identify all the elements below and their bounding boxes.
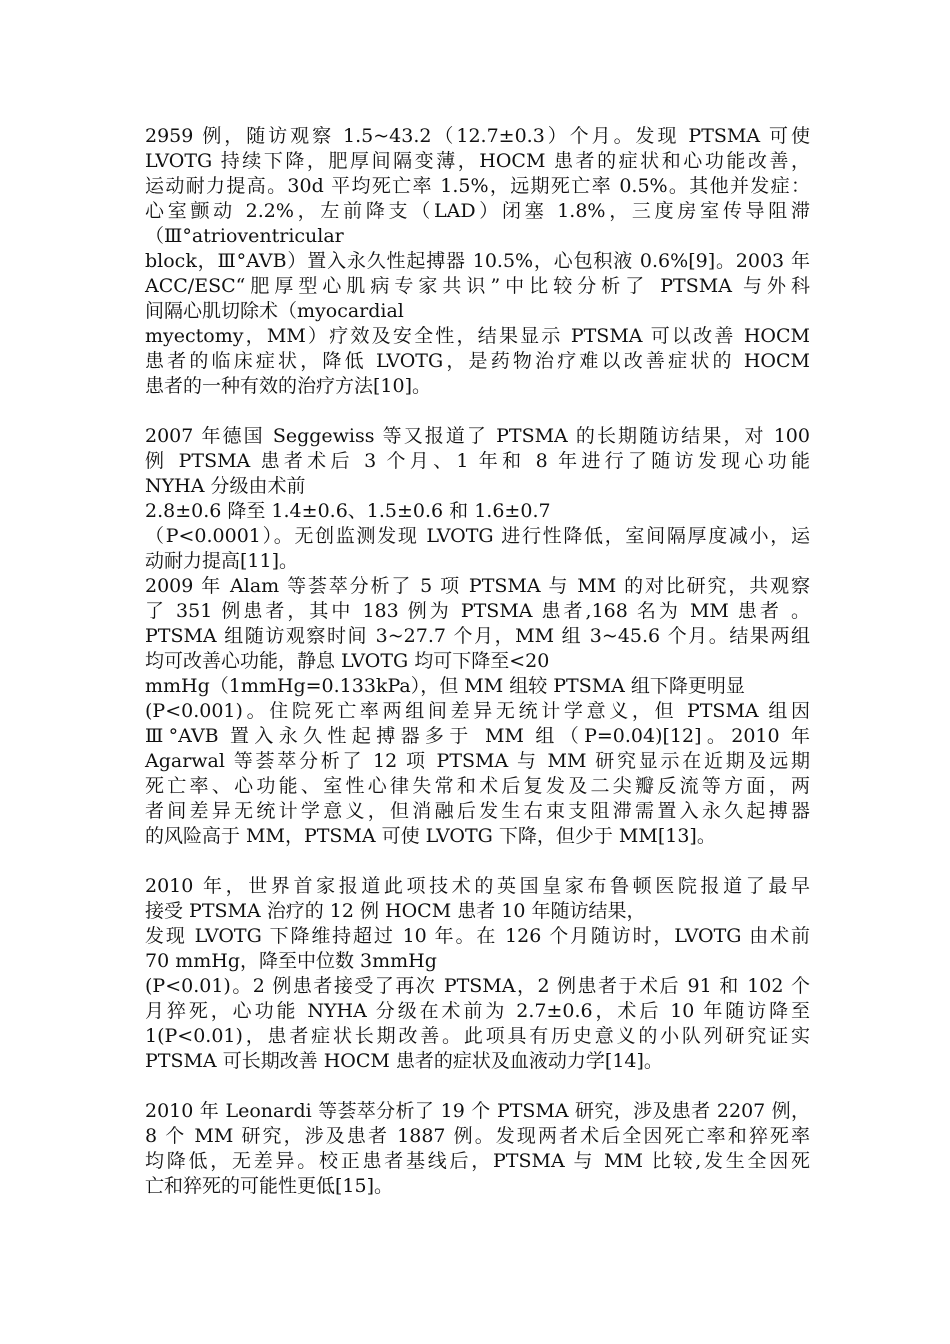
text-line: 2010 年 Leonardi 等荟萃分析了 19 个 PTSMA 研究，涉及患者 2207 例， — [145, 1100, 810, 1122]
text-line: （P<0.0001）。无创监测发现 LVOTG 进行性降低，室间隔厚度减小，运 — [145, 525, 810, 547]
text-line: 发现 LVOTG 下降维持超过 10 年。在 126 个月随访时，LVOTG 由术前 — [145, 925, 810, 947]
text-line: 者间差异无统计学意义，但消融后发生右束支阻滞需置入永久起搏器 — [145, 800, 810, 822]
text-line: block，Ⅲ°AVB）置入永久性起搏器 10.5%，心包积液 0.6%[9]。2003 年 — [145, 250, 810, 272]
text-line: myectomy，MM）疗效及安全性，结果显示 PTSMA 可以改善 HOCM — [145, 325, 810, 347]
text-line: 动耐力提高[11]。 — [145, 550, 299, 572]
text-line: 均降低，无差异。校正患者基线后，PTSMA 与 MM 比较,发生全因死 — [145, 1150, 810, 1172]
text-line: 70 mmHg，降至中位数 3mmHg — [145, 950, 437, 972]
text-line: 心室颤动 2.2%，左前降支（LAD）闭塞 1.8%，三度房室传导阻滞 — [145, 200, 810, 222]
text-line: 2007 年德国 Seggewiss 等又报道了 PTSMA 的长期随访结果，对 100 — [145, 425, 810, 447]
text-line: 死亡率、心功能、室性心律失常和术后复发及二尖瓣反流等方面，两 — [145, 775, 810, 797]
text-line: 1(P<0.01)，患者症状长期改善。此项具有历史意义的小队列研究证实 — [145, 1025, 810, 1047]
text-line: 2009 年 Alam 等荟萃分析了 5 项 PTSMA 与 MM 的对比研究，共观察 — [145, 575, 810, 597]
text-line: （Ⅲ°atrioventricular — [145, 225, 344, 247]
text-line: (P<0.001)。住院死亡率两组间差异无统计学意义，但 PTSMA 组因 — [145, 700, 810, 722]
text-line: LVOTG 持续下降，肥厚间隔变薄，HOCM 患者的症状和心功能改善， — [145, 150, 810, 172]
text-line: 2.8±0.6 降至 1.4±0.6、1.5±0.6 和 1.6±0.7 — [145, 500, 551, 522]
text-line: mmHg（1mmHg=0.133kPa），但 MM 组较 PTSMA 组下降更明显 — [145, 675, 745, 697]
text-line: PTSMA 可长期改善 HOCM 患者的症状及血液动力学[14]。 — [145, 1050, 663, 1072]
text-line: 的风险高于 MM，PTSMA 可使 LVOTG 下降，但少于 MM[13]。 — [145, 825, 716, 847]
text-line: 运动耐力提高。30d 平均死亡率 1.5%，远期死亡率 0.5%。其他并发症： — [145, 175, 810, 197]
text-line: 2959 例，随访观察 1.5~43.2（12.7±0.3）个月。发现 PTSMA 可使 — [145, 125, 810, 147]
text-line: Ⅲ°AVB 置入永久性起搏器多于 MM 组（P=0.04)[12]。2010 年 — [145, 725, 810, 747]
text-line: NYHA 分级由术前 — [145, 475, 306, 497]
text-line: 间隔心肌切除术（myocardial — [145, 300, 404, 322]
text-line: 接受 PTSMA 治疗的 12 例 HOCM 患者 10 年随访结果， — [145, 900, 646, 922]
text-line: 患者的一种有效的治疗方法[10]。 — [145, 375, 432, 397]
text-line: PTSMA 组随访观察时间 3~27.7 个月，MM 组 3~45.6 个月。结果两组 — [145, 625, 810, 647]
text-line: 患者的临床症状，降低 LVOTG，是药物治疗难以改善症状的 HOCM — [145, 350, 810, 372]
text-line: ACC/ESC“肥厚型心肌病专家共识”中比较分析了 PTSMA 与外科 — [145, 275, 810, 297]
text-line: (P<0.01)。2 例患者接受了再次 PTSMA，2 例患者于术后 91 和 102 个 — [145, 975, 810, 997]
text-line: 2010 年，世界首家报道此项技术的英国皇家布鲁顿医院报道了最早 — [145, 875, 810, 897]
text-line: 月猝死，心功能 NYHA 分级在术前为 2.7±0.6，术后 10 年随访降至 — [145, 1000, 810, 1022]
text-line: 8 个 MM 研究，涉及患者 1887 例。发现两者术后全因死亡率和猝死率 — [145, 1125, 810, 1147]
text-line: 亡和猝死的可能性更低[15]。 — [145, 1175, 394, 1197]
text-line: 均可改善心功能，静息 LVOTG 均可下降至<20 — [145, 650, 550, 672]
text-line: Agarwal 等荟萃分析了 12 项 PTSMA 与 MM 研究显示在近期及远期 — [145, 750, 810, 772]
text-line: 了 351 例患者，其中 183 例为 PTSMA 患者,168 名为 MM 患者 。 — [145, 600, 810, 622]
text-line: 例 PTSMA 患者术后 3 个月、1 年和 8 年进行了随访发现心功能 — [145, 450, 810, 472]
